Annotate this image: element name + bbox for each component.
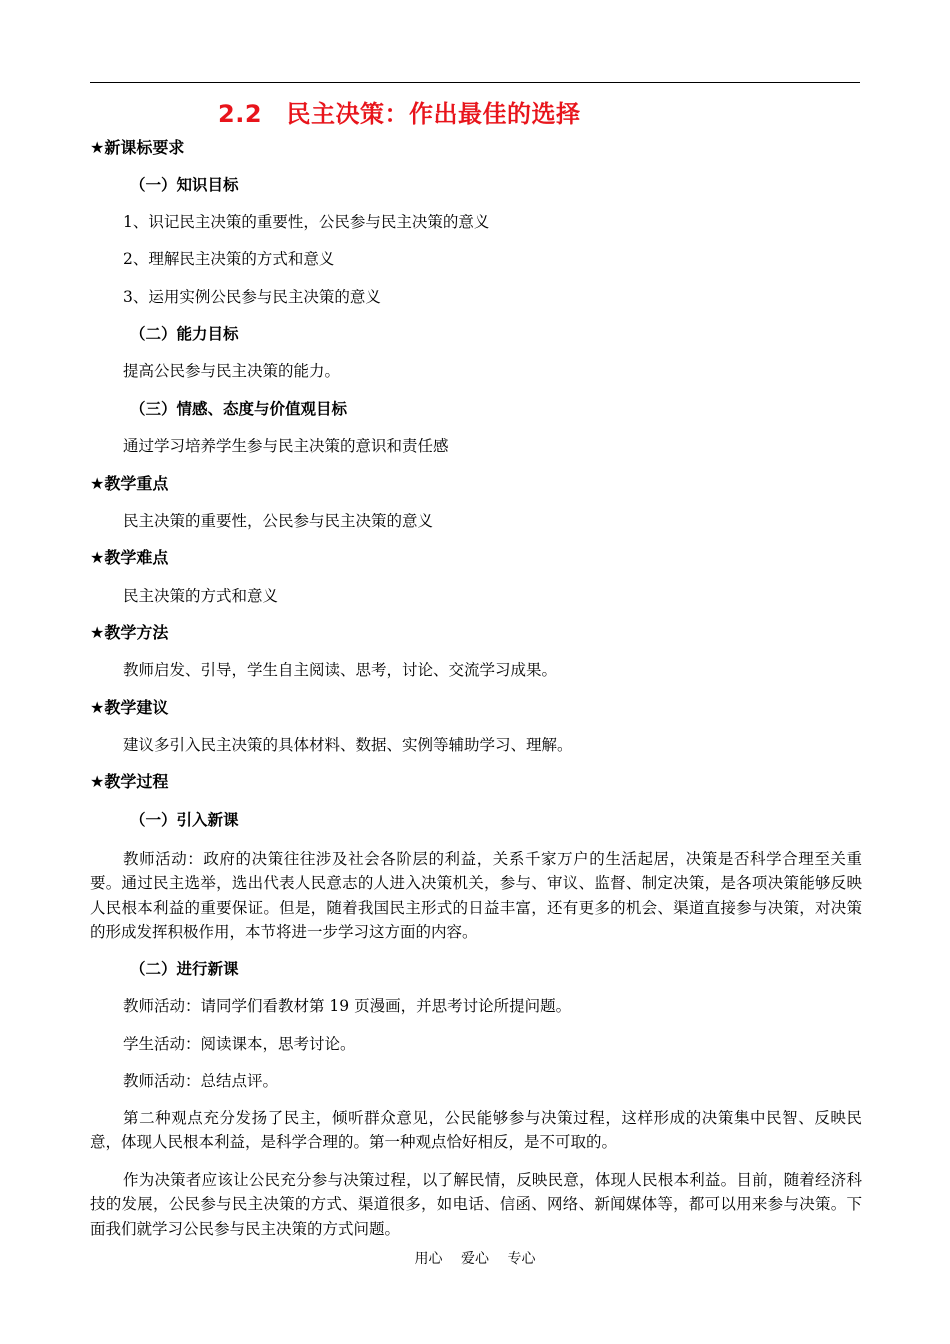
section-heading-curriculum: ★新课标要求 [90,138,185,157]
page-footer: 用心 爱心 专心 [414,1251,536,1267]
teacher-activity-1: 教师活动：请同学们看教材第 19 页漫画，并思考讨论所提问题。 [123,997,572,1015]
emotion-text: 通过学习培养学生参与民主决策的意识和责任感 [123,437,449,455]
decision-maker-paragraph: 作为决策者应该让公民充分参与决策过程，以了解民情，反映民意，体现人民根本利益。目前，随着经济科技的发展，公民参与民主决策的方式、渠道很多，如电话、信函、网络、新闻媒体等，都可以用来参与决策。下面我们就学习公民参与民主决策的方式问题。 [90,1171,862,1238]
ability-text: 提高公民参与民主决策的能力。 [123,362,341,380]
page-title: 2.2 民主决策：作出最佳的选择 [218,100,581,128]
subheading-new-lesson: （二）进行新课 [130,960,239,978]
section-heading-key-points: ★教学重点 [90,474,169,493]
method-text: 教师启发、引导，学生自主阅读、思考，讨论、交流学习成果。 [123,661,558,679]
intro-paragraph: 教师活动：政府的决策往往涉及社会各阶层的利益，关系千家万户的生活起居，决策是否科学合理至关重要。通过民主选举，选出代表人民意志的人进入决策机关，参与、审议、监督、制定决策，是各项决策能够反映人民根本利益的重要保证。但是，随着我国民主形式的日益丰富，还有更多的机会、渠道直接参与决策，对决策的形成发挥积极作用，本节将进一步学习这方面的内容。 [90,850,862,942]
section-heading-method: ★教学方法 [90,623,169,642]
suggestions-text: 建议多引入民主决策的具体材料、数据、实例等辅助学习、理解。 [123,736,573,754]
subheading-intro: （一）引入新课 [130,811,239,829]
header-rule [90,82,860,83]
key-points-text: 民主决策的重要性，公民参与民主决策的意义 [123,512,434,530]
knowledge-item-3: 3、运用实例公民参与民主决策的意义 [123,288,381,306]
section-heading-process: ★教学过程 [90,772,169,791]
subheading-ability-goals: （二）能力目标 [130,325,239,343]
difficulties-text: 民主决策的方式和意义 [123,587,279,605]
student-activity-1: 学生活动：阅读课本，思考讨论。 [123,1035,356,1053]
knowledge-item-1: 1、识记民主决策的重要性，公民参与民主决策的意义 [123,213,490,231]
section-heading-difficulties: ★教学难点 [90,548,169,567]
teacher-activity-2: 教师活动：总结点评。 [123,1072,279,1090]
knowledge-item-2: 2、理解民主决策的方式和意义 [123,250,335,268]
section-heading-suggestions: ★教学建议 [90,698,169,717]
viewpoint-paragraph: 第二种观点充分发扬了民主，倾听群众意见，公民能够参与决策过程，这样形成的决策集中民智、反映民意，体现人民根本利益，是科学合理的。第一种观点恰好相反，是不可取的。 [90,1109,862,1152]
subheading-emotion-goals: （三）情感、态度与价值观目标 [130,400,348,418]
subheading-knowledge-goals: （一）知识目标 [130,176,239,194]
